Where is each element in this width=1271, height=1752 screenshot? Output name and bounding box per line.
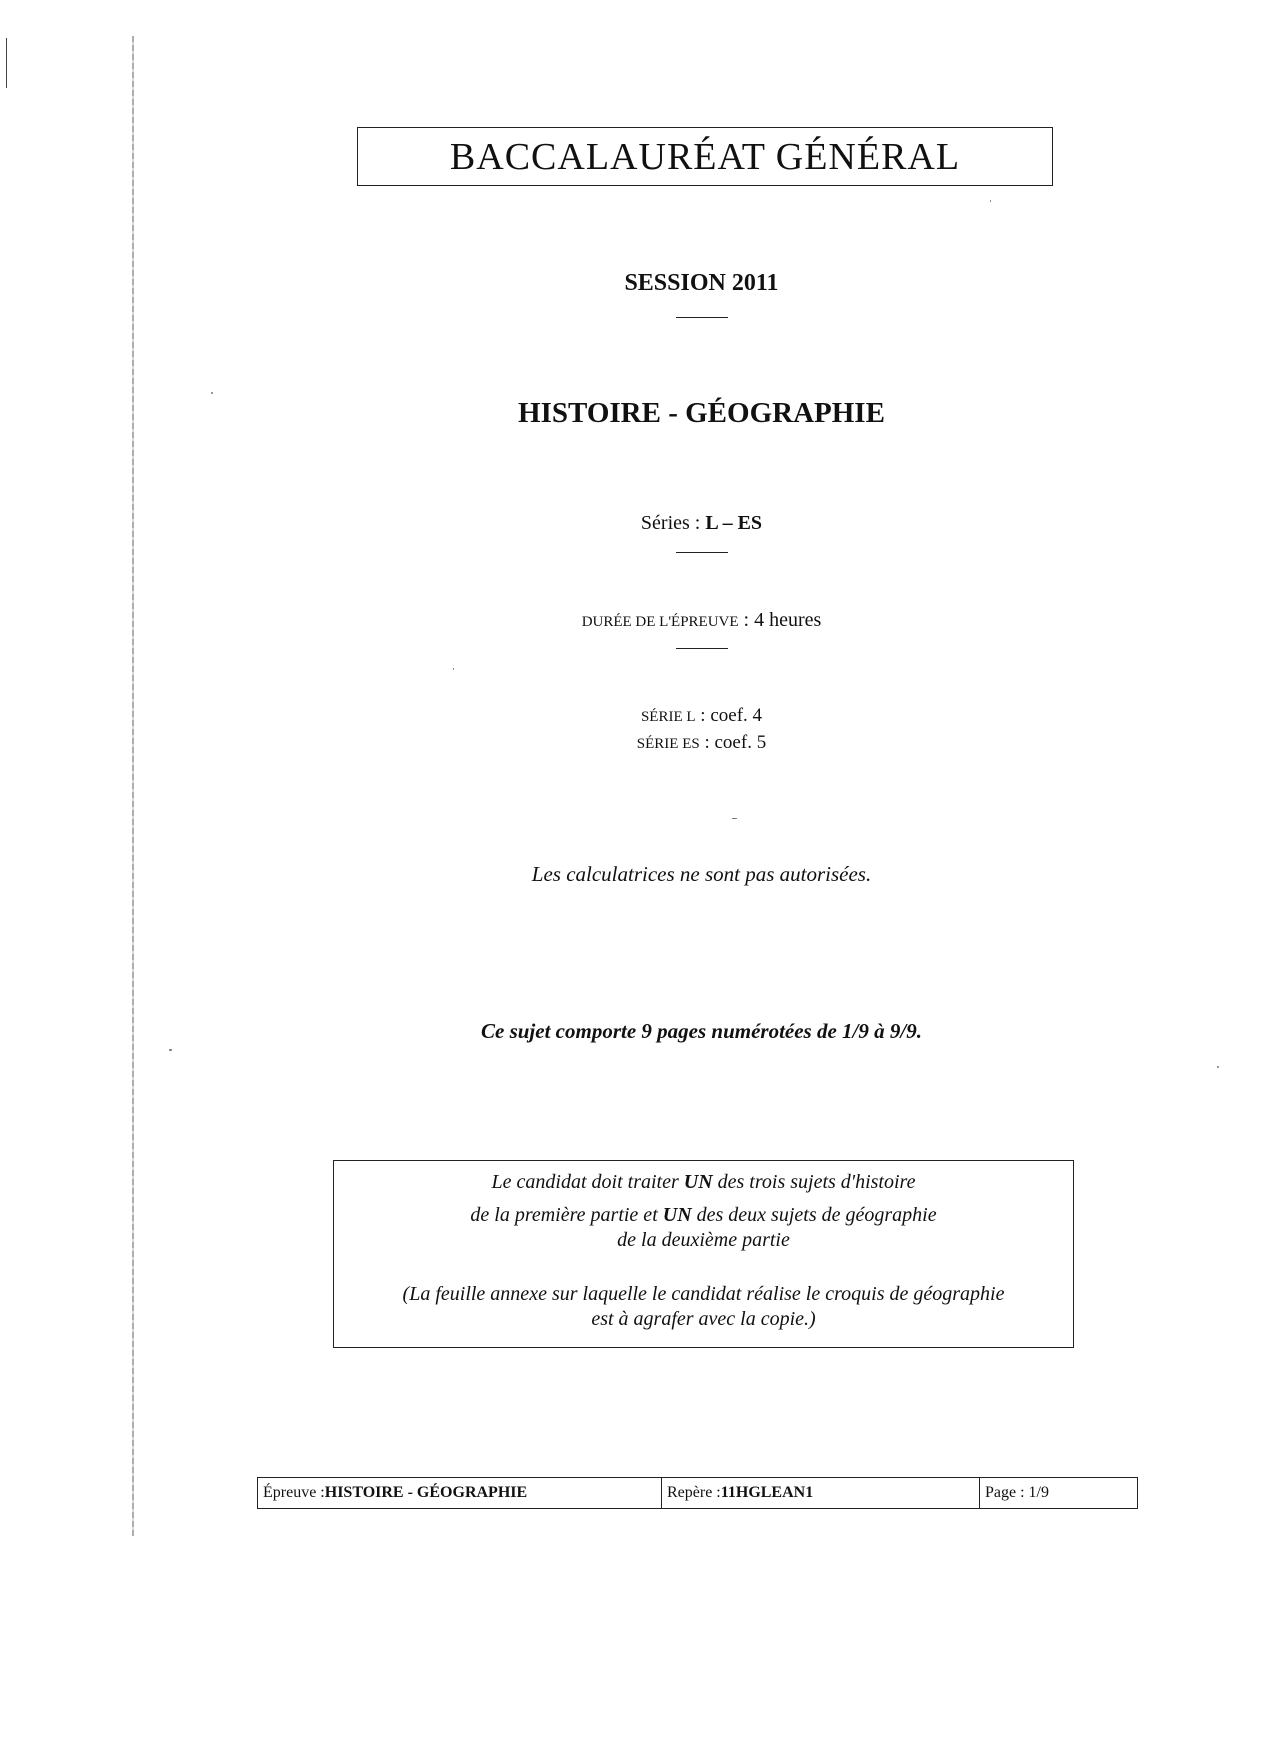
duration-line: [0, 609, 1271, 632]
instruction-line: (La feuille annexe sur laquelle le candidat réalise le croquis de géographie: [402, 1283, 1005, 1305]
footer-epreuve-label: Épreuve :: [263, 1484, 325, 1501]
coefficient-line: [0, 705, 1271, 727]
scan-artifact-edge: [132, 36, 134, 1536]
divider: [676, 648, 728, 649]
coefficient-label: SÉRIE ES: [636, 736, 700, 752]
instruction-line: Le candidat doit traiter UN des trois sujets d'histoire: [491, 1171, 916, 1193]
coefficient-value: : coef. 5: [699, 732, 767, 753]
scan-speck: [732, 818, 737, 819]
duration-label: DURÉE DE L'ÉPREUVE: [581, 614, 739, 630]
series-label: Séries :: [640, 512, 706, 534]
scan-speck: [453, 668, 454, 670]
footer-repere-label: Repère :: [667, 1484, 721, 1501]
series-value: L – ES: [705, 512, 763, 534]
scan-speck: [211, 392, 213, 394]
footer-epreuve-cell: [258, 1478, 662, 1508]
footer-repere-cell: [662, 1478, 980, 1508]
duration-value: : 4 heures: [738, 609, 822, 631]
instruction-line: est à agrafer avec la copie.): [591, 1308, 816, 1330]
coefficient-line: [0, 732, 1271, 754]
footer-repere-value: 11HGLEAN1: [720, 1484, 814, 1501]
coefficient-label: SÉRIE L: [640, 709, 696, 725]
exam-title: BACCALAURÉAT GÉNÉRAL: [449, 135, 961, 178]
pages-note: Ce sujet comporte 9 pages numérotées de 1/9 à 9/9.: [481, 1019, 922, 1043]
exam-title-box: [357, 127, 1053, 186]
calculators-note: Les calculatrices ne sont pas autorisées.: [531, 862, 872, 886]
footer-page-label: Page : 1/9: [985, 1484, 1049, 1501]
coefficient-value: : coef. 4: [695, 705, 763, 726]
instruction-line: de la deuxième partie: [617, 1229, 790, 1251]
scan-speck: [1217, 1066, 1219, 1068]
subject-title: HISTOIRE - GÉOGRAPHIE: [518, 397, 885, 429]
footer-page-cell: [980, 1478, 1137, 1508]
divider: [676, 317, 728, 318]
footer-epreuve-value: HISTOIRE - GÉOGRAPHIE: [324, 1484, 528, 1501]
scan-speck: [990, 200, 991, 202]
scan-speck: [169, 1049, 172, 1051]
divider: [676, 552, 728, 553]
session-label: SESSION 2011: [624, 270, 779, 296]
instructions-box: [333, 1160, 1074, 1348]
scan-artifact-mark: [6, 38, 7, 88]
instruction-line: de la première partie et UN des deux sujets de géographie: [470, 1204, 937, 1226]
footer-table: [257, 1477, 1138, 1509]
series-line: [0, 512, 1271, 535]
